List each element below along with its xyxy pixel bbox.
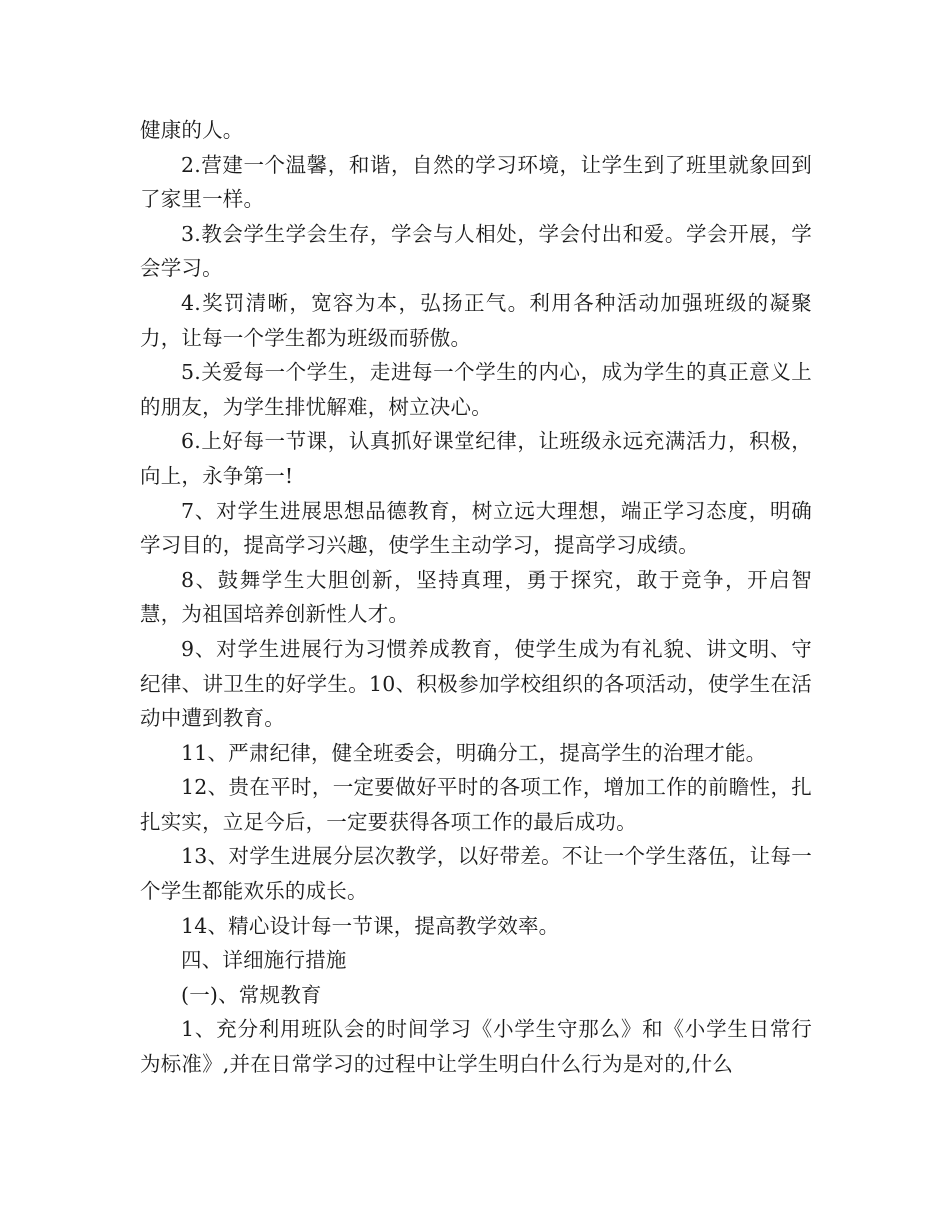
- paragraph: 13、对学生进展分层次教学，以好带差。不让一个学生落伍，让每一个学生都能欢乐的成长。: [140, 844, 812, 904]
- paragraph: 5.关爱每一个学生，走进每一个学生的内心，成为学生的真正意义上的朋友，为学生排忧解难，树立决心。: [140, 360, 812, 419]
- paragraph: 6.上好每一节课，认真抓好课堂纪律，让班级永远充满活力，积极，向上，永争第一!: [140, 429, 812, 488]
- paragraph: 12、贵在平时，一定要做好平时的各项工作，增加工作的前瞻性，扎扎实实，立足今后，一定要获得各项工作的最后成功。: [140, 775, 812, 834]
- paragraph: 3.教会学生学会生存，学会与人相处，学会付出和爱。学会开展，学会学习。: [140, 221, 812, 281]
- paragraph: 1、充分利用班队会的时间学习《小学生守那么》和《小学生日常行为标准》,并在日常学习的过程中让学生明白什么行为是对的,什么: [140, 1017, 812, 1077]
- paragraph: 健康的人。: [140, 118, 244, 142]
- subsection-heading: (一)、常规教育: [181, 982, 322, 1007]
- paragraph: 8、鼓舞学生大胆创新，坚持真理，勇于探究，敢于竞争，开启智慧，为祖国培养创新性人才。: [140, 567, 812, 627]
- document-body: [140, 113, 812, 1082]
- paragraph: 9、对学生进展行为习惯养成教育，使学生成为有礼貌、讲文明、守纪律、讲卫生的好学生。10、积极参加学校组织的各项活动，使学生在活动中遭到教育。: [140, 636, 812, 731]
- section-heading: 四、详细施行措施: [181, 948, 347, 973]
- paragraph: 4.奖罚清晰，宽容为本，弘扬正气。利用各种活动加强班级的凝聚力，让每一个学生都为班级而骄傲。: [140, 290, 812, 350]
- paragraph: 7、对学生进展思想品德教育，树立远大理想，端正学习态度，明确学习目的，提高学习兴趣，使学生主动学习，提高学习成绩。: [140, 498, 812, 558]
- paragraph: 2.营建一个温馨，和谐，自然的学习环境，让学生到了班里就象回到了家里一样。: [140, 152, 812, 212]
- paragraph: 14、精心设计每一节课，提高教学效率。: [181, 913, 560, 938]
- paragraph: 11、严肃纪律，健全班委会，明确分工，提高学生的治理才能。: [181, 740, 767, 765]
